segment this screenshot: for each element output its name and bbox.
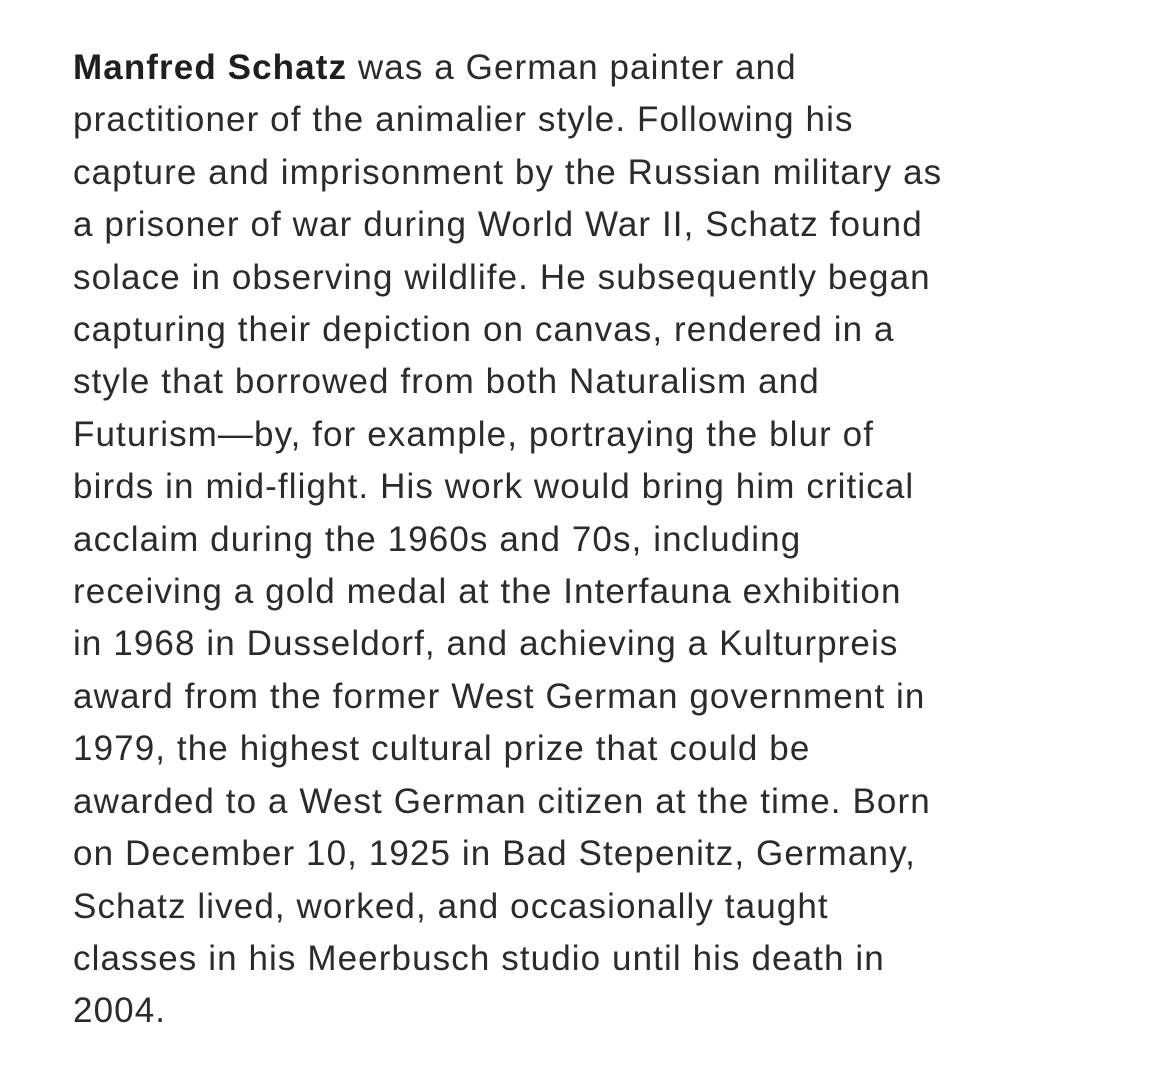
- text-line: capturing their depiction on canvas, rendered in a: [73, 310, 895, 350]
- text-line: solace in observing wildlife. He subsequently began: [73, 257, 931, 297]
- text-line: Futurism—by, for example, portraying the blur of: [73, 414, 875, 454]
- text-line: award from the former West German government in: [73, 676, 926, 716]
- text-line: [73, 42, 1153, 94]
- artist-name: Manfred Schatz: [73, 48, 348, 87]
- text-line: in 1968 in Dusseldorf, and achieving a Kulturpreis: [73, 624, 899, 664]
- text-line: 1979, the highest cultural prize that could be: [73, 729, 811, 769]
- text-line: style that borrowed from both Naturalism and: [73, 362, 820, 402]
- biography-paragraph: [73, 42, 1153, 1038]
- text-line: receiving a gold medal at the Interfauna exhibition: [73, 572, 902, 612]
- text-line: Schatz lived, worked, and occasionally taught: [73, 886, 829, 926]
- text-line: birds in mid-flight. His work would bring him critical: [73, 467, 915, 507]
- text-line: 2004.: [73, 991, 167, 1031]
- text-line: capture and imprisonment by the Russian military as: [73, 152, 943, 192]
- text-line-content: was a German painter and: [347, 48, 797, 87]
- text-line: awarded to a West German citizen at the time. Born: [73, 781, 931, 821]
- text-line: practitioner of the animalier style. Following his: [73, 100, 854, 140]
- text-line: acclaim during the 1960s and 70s, including: [73, 519, 802, 559]
- text-line: on December 10, 1925 in Bad Stepenitz, Germany,: [73, 834, 916, 874]
- text-line: a prisoner of war during World War II, Schatz found: [73, 205, 923, 245]
- text-line: classes in his Meerbusch studio until his death in: [73, 938, 885, 978]
